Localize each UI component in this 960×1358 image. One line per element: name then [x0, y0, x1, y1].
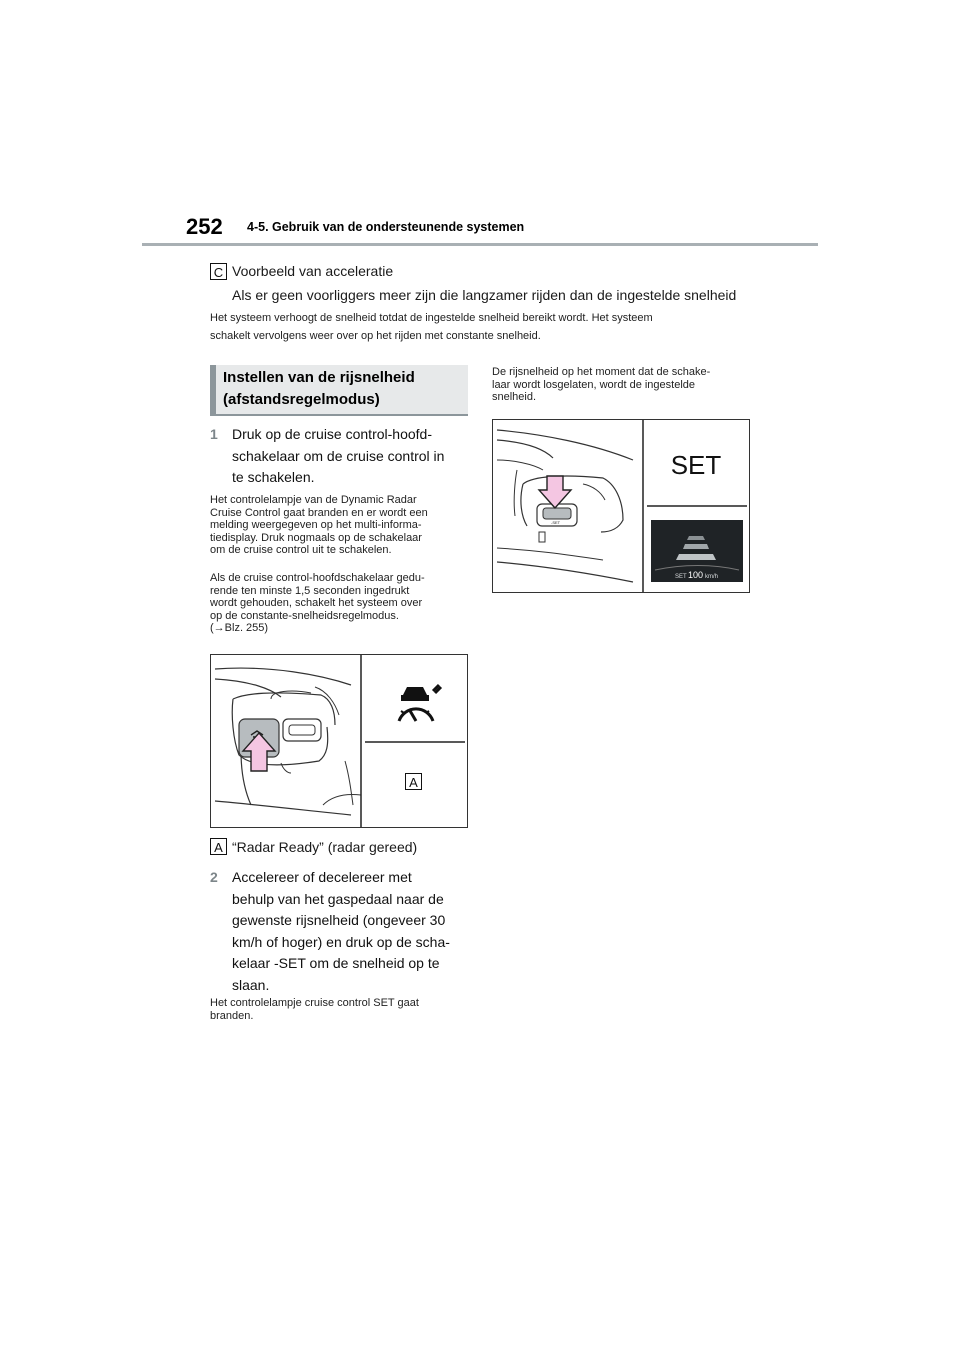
right-line: laar wordt losgelaten, wordt de ingestelde [492, 378, 696, 391]
note-line: melding weergegeven op het multi-informa- [210, 519, 422, 531]
figure-steering-switch-main [210, 654, 468, 828]
step-2-line: behulp van het gaspedaal naar de [232, 890, 444, 907]
heading-line-1: Instellen van de rijsnelheid [223, 369, 415, 386]
step-1-text [232, 424, 472, 489]
step-2-line: km/h of hoger) en druk op de scha- [232, 933, 450, 950]
step-1-line: te schakelen. [232, 469, 315, 485]
right-line: De rijsnelheid op het moment dat de schake- [492, 366, 711, 378]
step-2-text [232, 867, 472, 996]
heading-line-2: (afstandsregelmodus) [223, 391, 380, 408]
page-number: 252 [186, 214, 223, 239]
label-c-description: Als er geen voorliggers meer zijn die langzamer rijden dan de ingestelde snelheid [232, 287, 737, 303]
note-line: Het controlelampje cruise control SET gaat [210, 997, 419, 1009]
display-speed: 100 [688, 570, 704, 580]
step-2-line: gewenste rijsnelheid (ongeveer 30 [232, 912, 446, 928]
right-line: snelheid. [492, 391, 537, 403]
label-a-text: “Radar Ready” (radar gereed) [232, 839, 418, 855]
step-2-number: 2 [210, 869, 218, 885]
figure-2-illustration [493, 420, 749, 592]
intro-note [210, 309, 770, 345]
step-2-note [210, 997, 470, 1022]
label-c-box: C [210, 263, 227, 280]
note-line: wordt gehouden, schakelt het systeem over [210, 597, 423, 609]
display-unit: km/h [705, 574, 719, 580]
intro-note-line: Het systeem verhoogt de snelheid totdat de ingestelde snelheid bereikt wordt. Het systeem [210, 312, 653, 324]
section-title: 4-5. Gebruik van de ondersteunende systemen [247, 220, 525, 234]
label-a-box: A [210, 838, 227, 855]
note-line: Als de cruise control-hoofdschakelaar gedu- [210, 572, 425, 584]
step-1-line: Druk op de cruise control-hoofd- [232, 426, 432, 442]
section-heading [210, 365, 468, 416]
step-1-number: 1 [210, 426, 218, 442]
display-set-text: SET [675, 574, 687, 580]
radar-cruise-icon [399, 685, 441, 721]
step-2-line: slaan. [232, 976, 270, 993]
header-divider [142, 243, 818, 246]
note-line: rende ten minste 1,5 seconden ingedrukt [210, 584, 410, 597]
note-line: Cruise Control gaat branden en er wordt een [210, 506, 428, 519]
set-label: SET [670, 450, 722, 480]
intro-note-line: schakelt vervolgens weer over op het rijden met constante snelheid. [210, 330, 541, 342]
label-c-title: Voorbeeld van acceleratie [232, 263, 394, 279]
step-2-line: Accelereer of decelereer met [232, 869, 412, 885]
note-line: om de cruise control uit te schakelen. [210, 544, 392, 556]
note-line: op de constante-snelheidsregelmodus. [210, 609, 399, 622]
step-1-line: schakelaar om de cruise control in [232, 447, 445, 464]
note-line: branden. [210, 1009, 254, 1022]
note-line: tiedisplay. Druk nogmaals op de schakelaar [210, 531, 422, 544]
note-line: Het controlelampje van de Dynamic Radar [210, 494, 417, 506]
note-line: (→Blz. 255) [210, 622, 269, 634]
figure-1-label-a: A [405, 773, 422, 790]
step-2-line: kelaar -SET om de snelheid op te [232, 955, 440, 971]
right-paragraph [492, 366, 752, 404]
figure-1-illustration [211, 655, 467, 827]
step-1-note-1 [210, 494, 470, 557]
step-1-note-2 [210, 572, 470, 635]
switch-set-text: -SET [551, 520, 561, 525]
figure-set-switch [492, 419, 750, 593]
